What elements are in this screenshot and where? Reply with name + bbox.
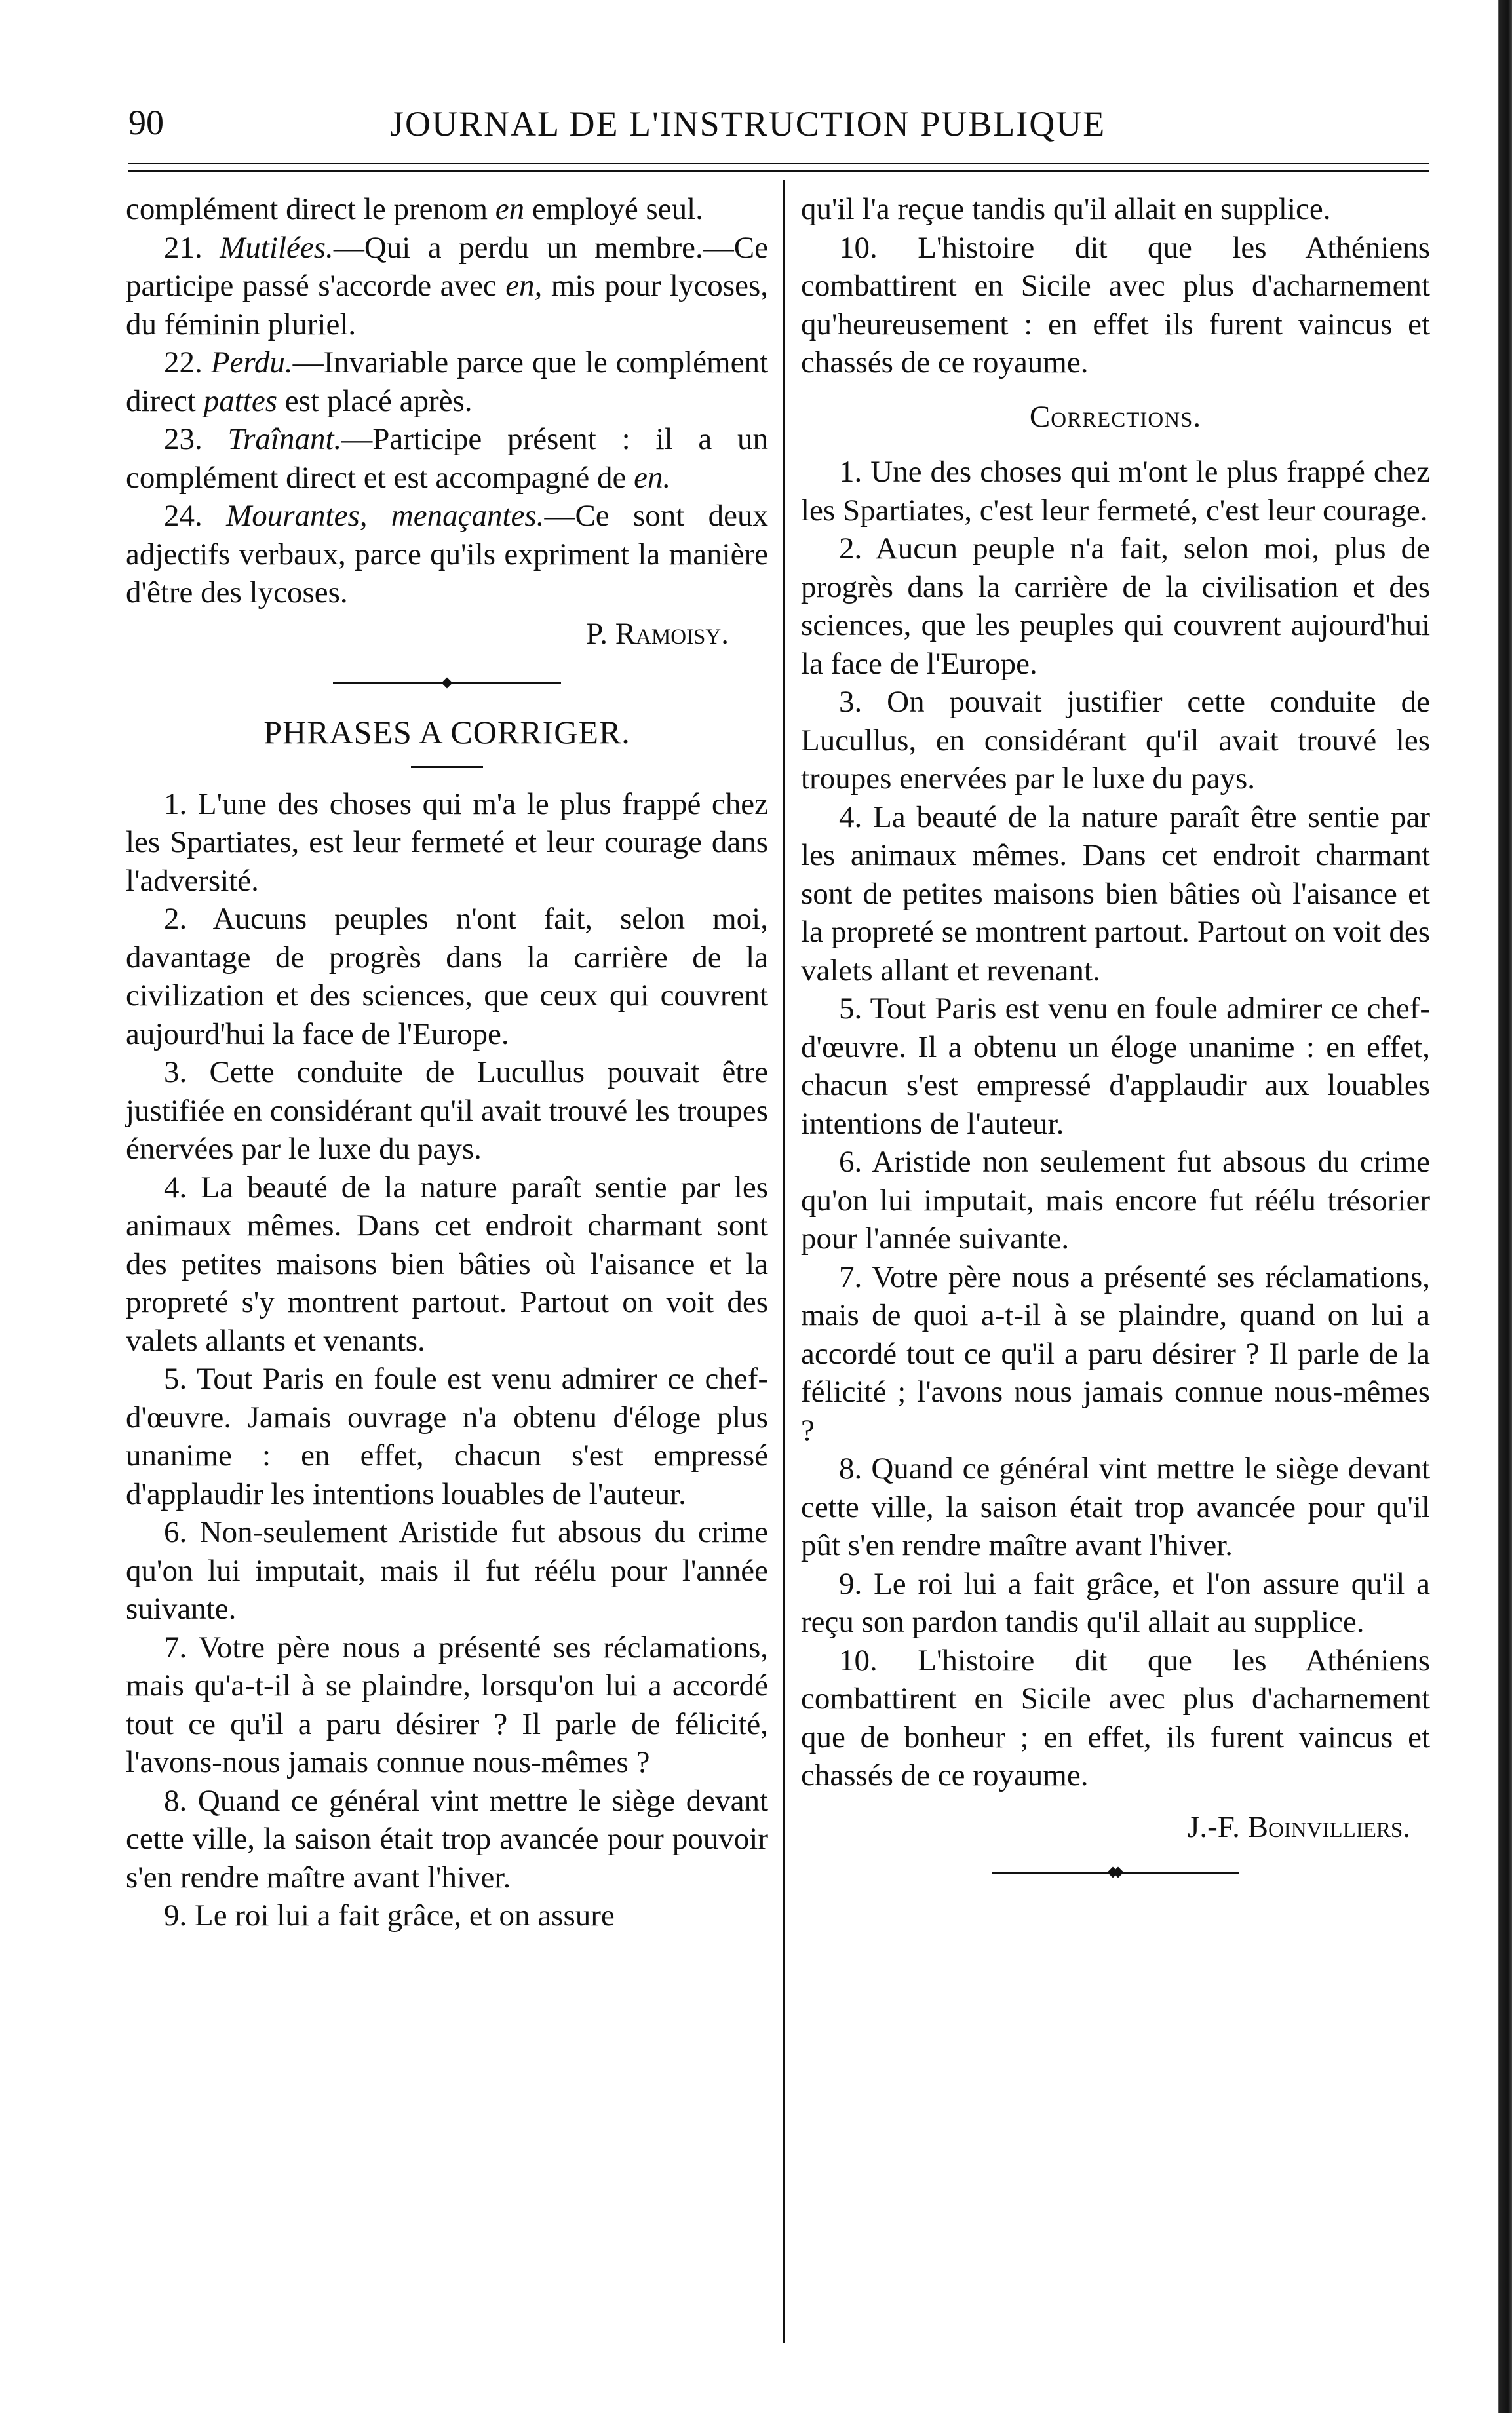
right-column — [801, 190, 1430, 1876]
end-ornament — [801, 1868, 1430, 1876]
signature-boinvilliers: J.-F. Boinvilliers. — [1188, 1809, 1410, 1844]
exercise-item: 2. Aucuns peuples n'ont fait, selon moi, davantage de progrès dans la carrière de la civilization et des sciences, que ceux qui couvrent aujourd'hui la face de l'Europe. — [126, 902, 768, 1051]
section-title: PHRASES A CORRIGER. — [263, 714, 630, 750]
signature-ramoisy: P. Ramoisy. — [586, 616, 729, 651]
correction-item: 8. Quand ce général vint mettre le siège devant cette ville, la saison était trop avancée pour qu'il pût s'en rendre maître avant l'hiver. — [801, 1452, 1430, 1562]
exercise-continuation: qu'il l'a reçue tandis qu'il allait en supplice. — [801, 192, 1331, 226]
grammar-note-continuation: complément direct le prenom en employé seul. — [126, 192, 703, 226]
title-rule — [411, 766, 483, 768]
exercise-item: 4. La beauté de la nature paraît sentie par les animaux mêmes. Dans cet endroit charmant sont des petites maisons bien bâties où l'aisance et la propreté s'y montrent partout. Partout on voit des valets allants et venants. — [126, 1170, 768, 1358]
grammar-note-22: 22. Perdu.—Invariable parce que le complément direct pattes est placé après. — [126, 345, 768, 418]
exercise-item: 8. Quand ce général vint mettre le siège devant cette ville, la saison était trop avancée pour pouvoir s'en rendre maître avant l'hiver. — [126, 1783, 768, 1895]
correction-item: 9. Le roi lui a fait grâce, et l'on assure qu'il a reçu son pardon tandis qu'il allait au supplice. — [801, 1566, 1430, 1639]
page-number: 90 — [128, 103, 164, 142]
correction-item: 7. Votre père nous a présenté ses réclamations, mais de quoi a-t-il à se plaindre, quand on lui a accordé tout ce qu'il a paru désirer ? Il parle de la félicité ; l'avons nous jamais connue nous-mêmes ? — [801, 1260, 1430, 1448]
exercise-item: 7. Votre père nous a présenté ses réclamations, mais qu'a-t-il à se plaindre, lorsqu'on lui a accordé tout ce qu'il a paru désirer ? Il parle de félicité, l'avons-nous jamais connue nous-mêmes ? — [126, 1630, 768, 1779]
page-header — [125, 98, 1429, 157]
exercise-item-10: 10. L'histoire dit que les Athéniens combattirent en Sicile avec plus d'acharnement qu'heureusement : en effet ils furent vaincus et chassés de ce royaume. — [801, 230, 1430, 379]
grammar-note-21: 21. Mutilées.—Qui a perdu un membre.—Ce participe passé s'accorde avec en, mis pour lycoses, du féminin pluriel. — [126, 230, 769, 341]
correction-item: 4. La beauté de la nature paraît être sentie par les animaux mêmes. Dans cet endroit charmant sont de petites maisons bien bâties où l'aisance et la propreté se montrent partout. Partout on voit des valets allant et revenant. — [801, 800, 1430, 988]
running-title: JOURNAL DE L'INSTRUCTION PUBLIQUE — [390, 104, 1106, 144]
correction-item: 2. Aucun peuple n'a fait, selon moi, plus de progrès dans la carrière de la civilisation et des sciences, que les peuples qui couvrent aujourd'hui la face de l'Europe. — [801, 531, 1430, 681]
left-column — [126, 190, 768, 1935]
column-divider — [783, 180, 785, 2343]
correction-item: 3. On pouvait justifier cette conduite de Lucullus, en considérant qu'il avait trouvé les troupes enervées par le luxe du pays. — [801, 685, 1430, 796]
page-binding-edge — [1494, 0, 1512, 2413]
correction-item: 5. Tout Paris est venu en foule admirer ce chef-d'œuvre. Il a obtenu un éloge unanime : en effet, chacun s'est empressé d'applaudir aux louables intentions de l'auteur. — [801, 992, 1430, 1141]
exercise-item: 6. Non-seulement Aristide fut absous du crime qu'on lui imputait, mais il fut réélu pour l'année suivante. — [126, 1515, 768, 1626]
corrections-title: Corrections. — [1029, 399, 1202, 434]
exercise-item: 5. Tout Paris en foule est venu admirer ce chef-d'œuvre. Jamais ouvrage n'a obtenu d'éloge plus unanime : en effet, chacun s'est empressé d'applaudir les intentions louables de l'auteur. — [126, 1362, 768, 1511]
exercise-item: 3. Cette conduite de Lucullus pouvait être justifiée en considérant qu'il avait trouvé les troupes énervées par le luxe du pays. — [126, 1055, 768, 1166]
header-rule — [128, 163, 1429, 172]
grammar-note-24: 24. Mourantes, menaçantes.—Ce sont deux adjectifs verbaux, parce qu'ils expriment la manière d'être des lycoses. — [126, 499, 769, 609]
correction-item: 10. L'histoire dit que les Athéniens combattirent en Sicile avec plus d'acharnement que de bonheur ; en effet, ils furent vaincus et chassés de ce royaume. — [801, 1643, 1430, 1792]
section-ornament — [126, 679, 768, 687]
exercise-item: 9. Le roi lui a fait grâce, et on assure — [164, 1899, 615, 1933]
correction-item: 1. Une des choses qui m'ont le plus frappé chez les Spartiates, c'est leur fermeté, c'est leur courage. — [801, 455, 1430, 528]
correction-item: 6. Aristide non seulement fut absous du crime qu'on lui imputait, mais encore fut réélu trésorier pour l'année suivante. — [801, 1145, 1430, 1256]
exercise-item: 1. L'une des choses qui m'a le plus frappé chez les Spartiates, est leur fermeté et leur courage dans l'adversité. — [126, 786, 768, 898]
grammar-note-23: 23. Traînant.—Participe présent : il a un complément direct et est accompagné de en. — [126, 422, 768, 495]
